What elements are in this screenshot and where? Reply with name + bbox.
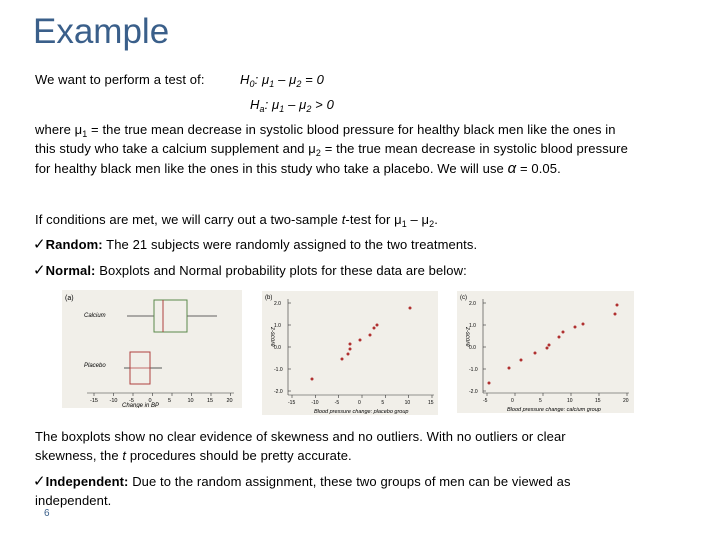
fig-b-tag: (b) xyxy=(265,295,273,301)
fig-b-point xyxy=(311,378,314,381)
fig-b-ytick-label: 1.0 xyxy=(274,323,281,329)
fig-c-point xyxy=(562,331,565,334)
fig-b-ytick-label: -2.0 xyxy=(274,389,283,395)
alt-hypothesis xyxy=(250,97,334,114)
independent-line-2: independent. xyxy=(35,493,112,508)
boxplot-tick-label: 5 xyxy=(168,398,172,404)
h0-rel: : μ xyxy=(254,72,270,87)
fig-c-ytick-label: 1.0 xyxy=(469,323,476,329)
cond-b: -test for μ xyxy=(345,212,402,227)
definition-line-2 xyxy=(35,141,628,158)
independent-label: Independent: xyxy=(45,474,129,489)
fig-b-point xyxy=(349,348,352,351)
normal-plot-calcium xyxy=(457,291,634,413)
concl-b: procedures should be pretty accurate. xyxy=(126,448,352,463)
ha-mid: – μ xyxy=(284,97,307,112)
h0-s1: 1 xyxy=(269,79,275,89)
def3-a: for healthy black men like the ones in this study who take a placebo. We will use xyxy=(35,161,508,176)
normal-plot-calcium-svg xyxy=(457,291,634,413)
random-label: Random: xyxy=(45,237,103,252)
fig-c-ylabel: z-score xyxy=(464,327,470,347)
cond-s2: 2 xyxy=(429,219,435,229)
def2-a: this study who take a calcium supplement and μ xyxy=(35,141,316,156)
fig-b-point xyxy=(369,334,372,337)
fig-b-point xyxy=(359,339,362,342)
fig-c-point xyxy=(574,326,577,329)
fig-b-xtick-label: -5 xyxy=(334,400,340,406)
def1-b: = the true mean decrease in systolic blood pressure for healthy black men like the ones in xyxy=(87,122,616,137)
normal-text: Boxplots and Normal probability plots for these data are below: xyxy=(95,263,467,278)
alpha-symbol: α xyxy=(507,160,517,177)
fig-c-point xyxy=(534,352,537,355)
fig-c-point xyxy=(488,382,491,385)
fig-c-point xyxy=(508,367,511,370)
intro-text: We want to perform a test of: xyxy=(35,72,205,87)
fig-c-xlabel: Blood pressure change: calcium group xyxy=(507,407,601,413)
h0-subscript: 0 xyxy=(249,79,255,89)
fig-c-xtick-label: 5 xyxy=(539,398,542,404)
fig-b-xtick-label: 10 xyxy=(404,400,411,406)
fig-c-point xyxy=(582,323,585,326)
random-condition xyxy=(33,235,477,253)
ha-rel: : μ xyxy=(264,97,280,112)
ha-subscript: a xyxy=(259,104,265,114)
h0-s2: 2 xyxy=(296,79,302,89)
fig-c-point xyxy=(614,313,617,316)
fig-c-xtick-label: 10 xyxy=(567,398,573,404)
normal-plot-placebo xyxy=(262,291,438,415)
fig-b-point xyxy=(409,307,412,310)
boxplot-ticks xyxy=(90,393,233,404)
def1-sub: 1 xyxy=(82,129,88,139)
null-hypothesis xyxy=(240,72,324,89)
fig-c-point xyxy=(616,304,619,307)
def2-sub: 2 xyxy=(315,148,322,158)
cond-d: . xyxy=(434,212,438,227)
fig-b-xtick-label: -15 xyxy=(288,400,296,406)
checkmark-icon: ✓ xyxy=(33,261,46,279)
concl-t: t xyxy=(122,448,127,463)
fig-b-ylabel: z-score xyxy=(269,327,275,347)
normal-condition xyxy=(33,261,467,279)
fig-b-point xyxy=(349,343,352,346)
checkmark-icon: ✓ xyxy=(33,235,46,253)
h0-mid: – μ xyxy=(274,72,297,87)
cond-a: If conditions are met, we will carry out a two-sample xyxy=(35,212,342,227)
boxplot-xlabel: Change in BP xyxy=(122,403,160,408)
cond-c: – μ xyxy=(406,212,430,227)
cond-s1: 1 xyxy=(401,219,407,229)
page-number: 6 xyxy=(44,508,50,519)
fig-b-xtick-label: 5 xyxy=(381,400,385,406)
conclusion-line-2 xyxy=(35,448,352,463)
calcium-boxplot xyxy=(127,300,217,332)
fig-b-xtick-label: -10 xyxy=(311,400,319,406)
normal-label: Normal: xyxy=(45,263,96,278)
fig-c-point xyxy=(520,359,523,362)
boxplot-tick-label: 15 xyxy=(207,398,214,404)
fig-b-xtick-label: 0 xyxy=(358,400,361,406)
conclusion-line-1: The boxplots show no clear evidence of skewness and no outliers. With no outliers or clear xyxy=(35,429,566,444)
independent-text: Due to the random assignment, these two groups of men can be viewed as xyxy=(128,474,571,489)
fig-b-ytick-label: 0.0 xyxy=(274,345,281,351)
ha-symbol: H xyxy=(250,97,260,112)
concl-a: skewness, the xyxy=(35,448,123,463)
hypothesis-intro xyxy=(35,72,205,87)
checkmark-icon: ✓ xyxy=(33,472,46,490)
definition-line-1 xyxy=(35,122,616,139)
fig-c-ytick-label: 2.0 xyxy=(469,301,476,307)
fig-c-ytick-label: -1.0 xyxy=(469,367,478,373)
fig-b-xlabel: Blood pressure change: placebo group xyxy=(314,409,409,415)
fig-c-xtick-label: 15 xyxy=(595,398,601,404)
ha-tail: > 0 xyxy=(311,97,334,112)
fig-b-ytick-label: -1.0 xyxy=(274,367,283,373)
random-text: The 21 subjects were randomly assigned to the two treatments. xyxy=(102,237,478,252)
placebo-boxplot xyxy=(124,352,162,384)
boxplot-tick-label: -10 xyxy=(109,398,118,404)
boxplot-tick-label: 10 xyxy=(187,398,194,404)
fig-c-point xyxy=(558,336,561,339)
fig-b-point xyxy=(376,324,379,327)
fig-b-point xyxy=(341,358,344,361)
boxplot-figure xyxy=(62,290,242,408)
boxplot-tick-label: -15 xyxy=(90,398,98,404)
boxplot-tick-label: 0 xyxy=(148,398,152,404)
calcium-box xyxy=(154,300,187,332)
fig-b-point xyxy=(347,353,350,356)
slide-title: Example xyxy=(33,12,170,51)
conditions-intro xyxy=(35,212,438,229)
fig-c-ytick-label: 0.0 xyxy=(469,345,476,351)
independent-condition xyxy=(33,472,571,490)
def3-b: = 0.05. xyxy=(516,161,561,176)
ha-s1: 1 xyxy=(279,104,285,114)
placebo-label: Placebo xyxy=(84,363,106,369)
fig-c-xtick-label: 0 xyxy=(511,398,514,404)
fig-b-xtick-label: 15 xyxy=(428,400,434,406)
def2-b: = the true mean decrease in systolic blood pressure xyxy=(321,141,628,156)
def1-a: where μ xyxy=(35,122,83,137)
fig-c-xtick-label: -5 xyxy=(483,398,488,404)
h0-tail: = 0 xyxy=(301,72,324,87)
fig-c-point xyxy=(546,347,549,350)
ha-s2: 2 xyxy=(306,104,312,114)
fig-c-tag: (c) xyxy=(460,295,467,301)
fig-c-point xyxy=(548,344,551,347)
fig-c-xtick-label: 20 xyxy=(623,398,629,404)
normal-plot-placebo-svg xyxy=(262,291,438,415)
fig-c-ytick-label: -2.0 xyxy=(469,389,478,395)
boxplot-tick-label: -5 xyxy=(129,398,134,404)
boxplot-svg xyxy=(62,290,242,408)
fig-b-ytick-label: 2.0 xyxy=(274,301,281,307)
definition-line-3 xyxy=(35,160,561,177)
cond-t: t xyxy=(341,212,346,227)
h0-symbol: H xyxy=(240,72,250,87)
boxplot-tick-label: 20 xyxy=(226,398,233,404)
fig-a-tag: (a) xyxy=(65,295,74,302)
fig-b-point xyxy=(373,327,376,330)
calcium-label: Calcium xyxy=(84,313,106,319)
